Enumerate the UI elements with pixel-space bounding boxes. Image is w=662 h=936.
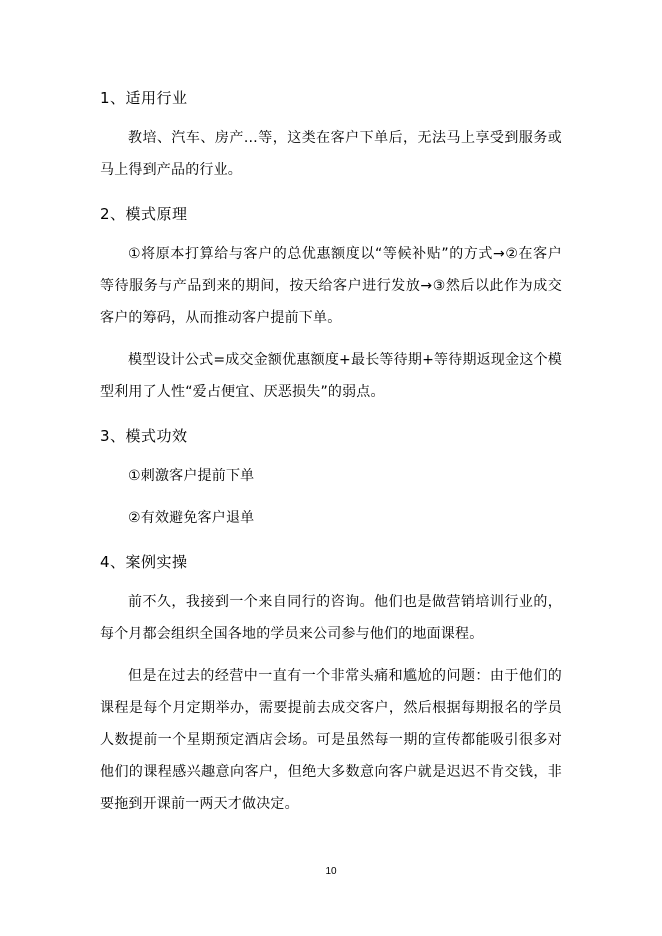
section-heading-effects: 3、模式功效 xyxy=(100,427,188,445)
paragraph-principle-steps: ①将原本打算给与客户的总优惠额度以“等候补贴”的方式→②在客户等待服务与产品到来的期间，按天给客户进行发放→③然后以此作为成交客户的筹码，从而推动客户提前下单。 xyxy=(100,246,562,326)
section-heading-principle: 2、模式原理 xyxy=(100,205,188,223)
page-number: 10 xyxy=(325,866,337,877)
paragraph-principle-formula: 模型设计公式=成交金额优惠额度+最长等待期+等待期返现金这个模型利用了人性“爱占便宜、厌恶损失”的弱点。 xyxy=(100,352,562,400)
section-heading-industries: 1、适用行业 xyxy=(100,89,188,107)
paragraph-case-intro: 前不久，我接到一个来自同行的咨询。他们也是做营销培训行业的，每个月都会组织全国各地的学员来公司参与他们的地面课程。 xyxy=(100,594,562,642)
paragraph-industries: 教培、汽车、房产…等，这类在客户下单后，无法马上享受到服务或马上得到产品的行业。 xyxy=(100,130,562,178)
paragraph-case-problem: 但是在过去的经营中一直有一个非常头痛和尴尬的问题：由于他们的课程是每个月定期举办，需要提前去成交客户，然后根据每期报名的学员人数提前一个星期预定酒店会场。可是虽然每一期的宣传都能吸引很多对他们的课程感兴趣意向客户，但绝大多数意向客户就是迟迟不肯交钱，非要拖到开课前一两天才做决定。 xyxy=(100,668,562,812)
paragraph-effect-2: ②有效避免客户退单 xyxy=(128,510,255,526)
paragraph-effect-1: ①刺激客户提前下单 xyxy=(128,468,255,484)
document-body xyxy=(100,84,562,820)
section-heading-case: 4、案例实操 xyxy=(100,553,188,571)
